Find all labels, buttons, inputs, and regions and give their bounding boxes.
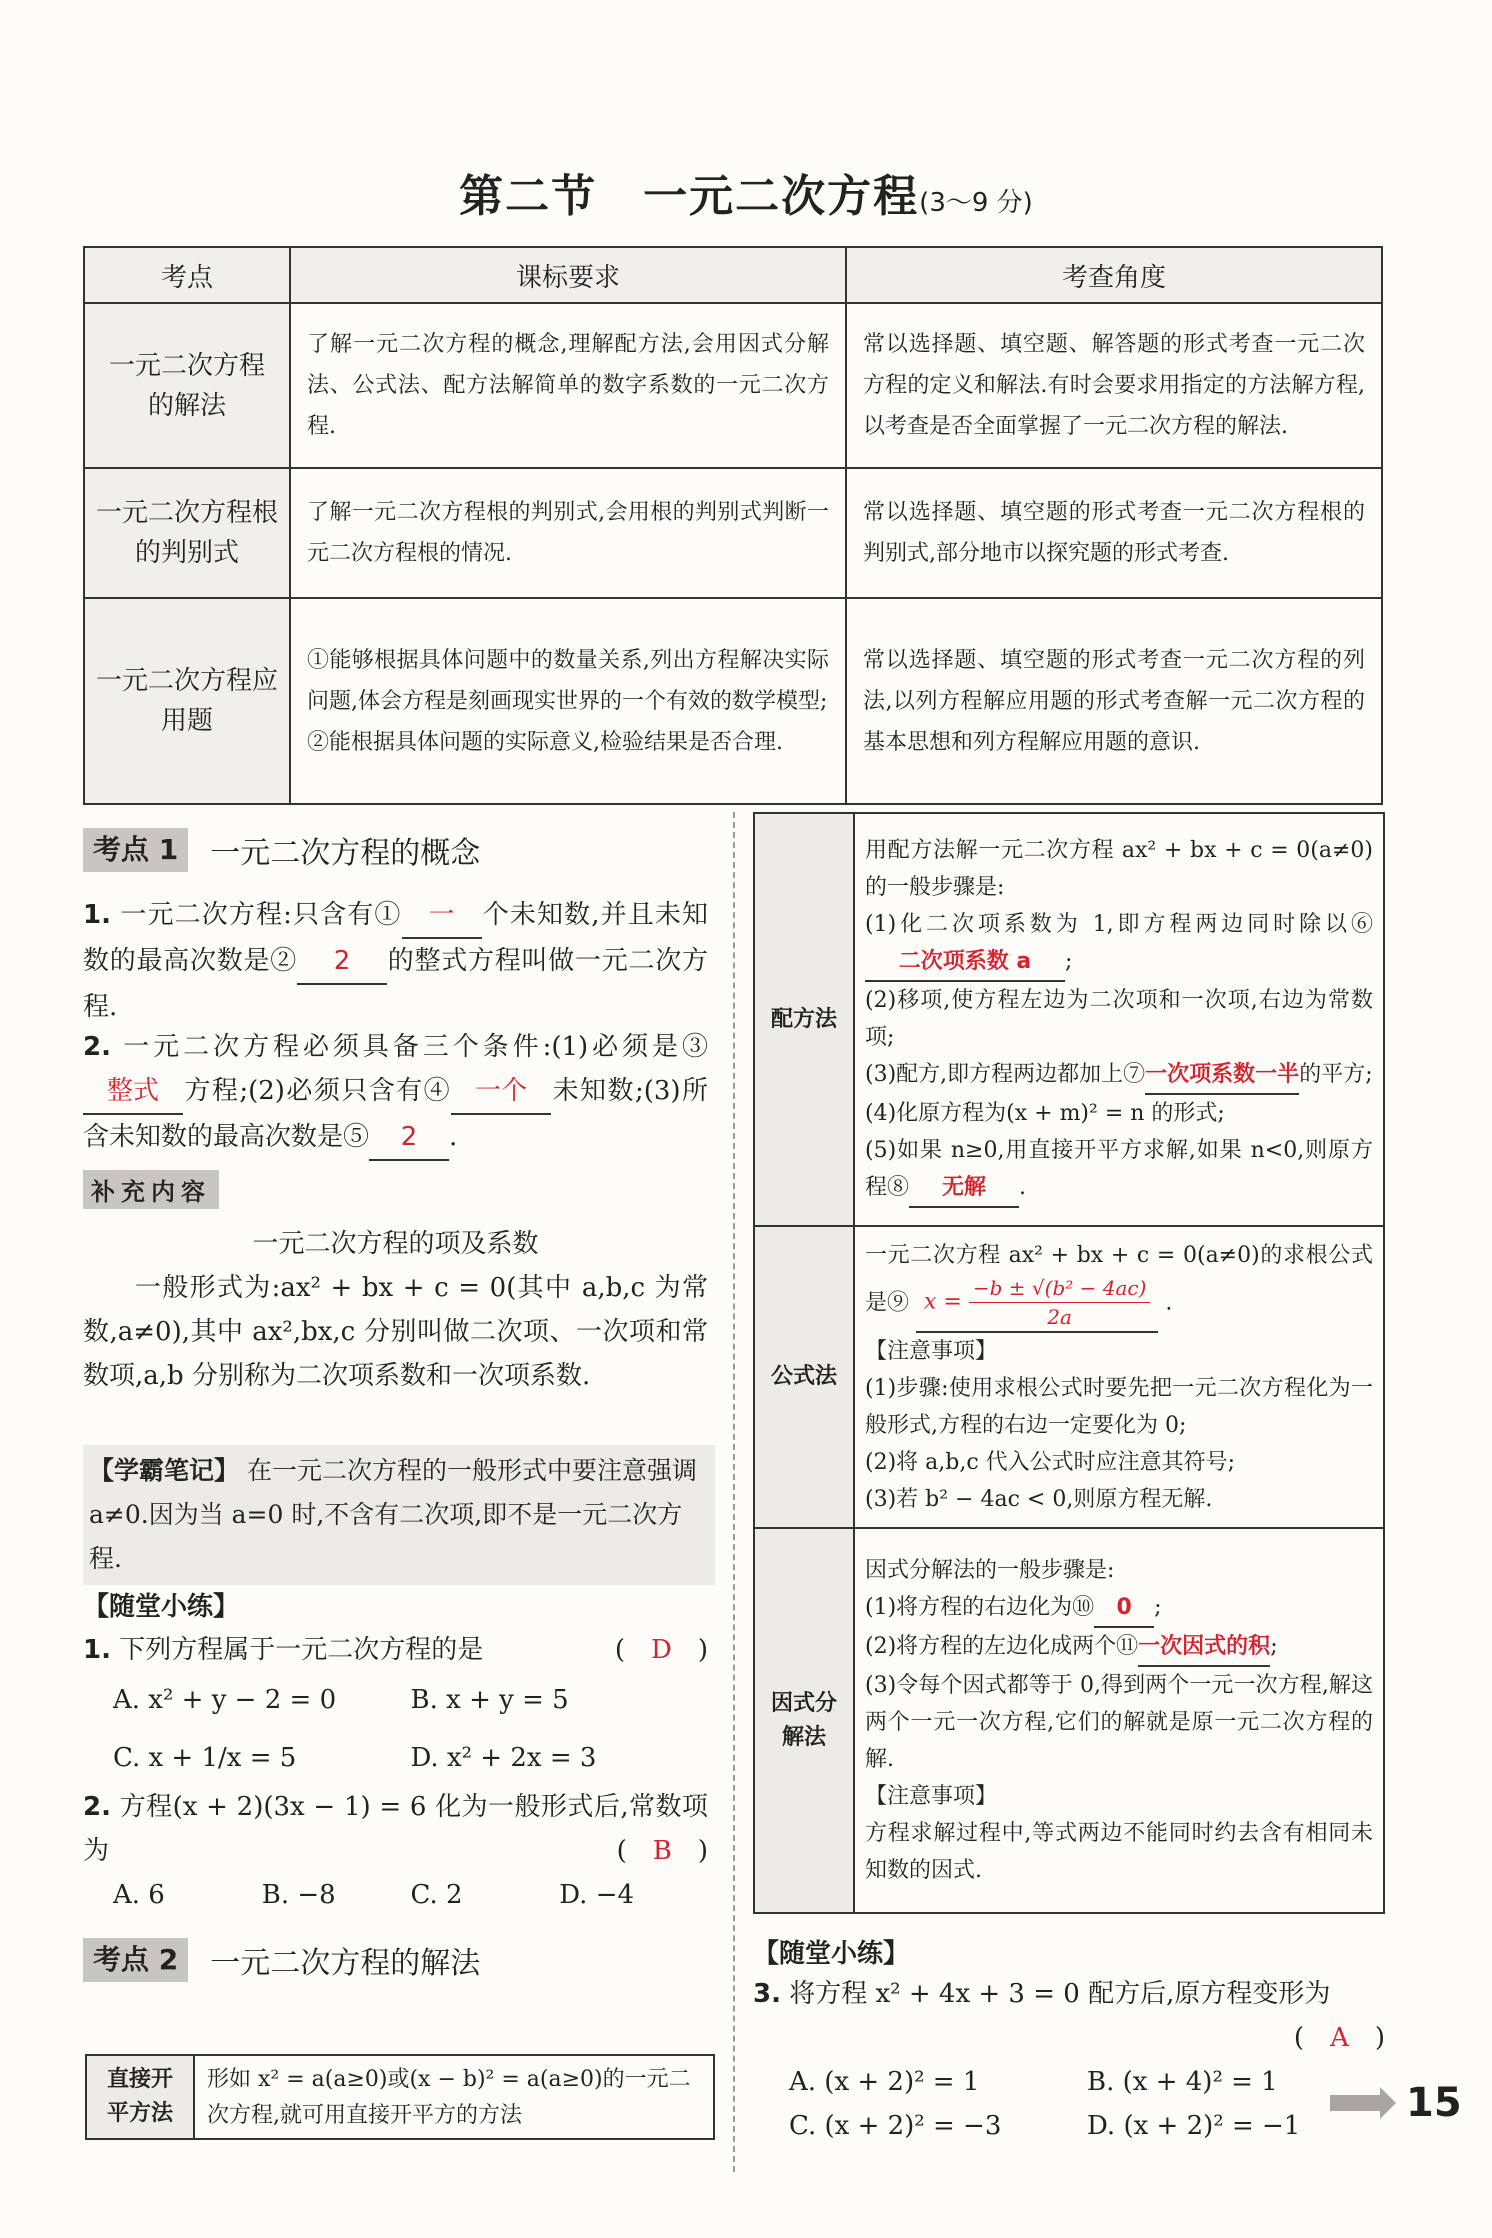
- option-c: C. x + 1/x = 5: [113, 1743, 297, 1773]
- supplement-text: 一般形式为:ax² + bx + c = 0(其中 a,b,c 为常数,a≠0),其中 ax²,bx,c 分别叫做二次项、一次项和常数项,a,b 分别称为二次项系数和一次项系数.: [83, 1273, 708, 1391]
- answer-blank-5: 2: [369, 1115, 449, 1161]
- section-tag: 考点 1: [83, 828, 188, 872]
- table-header-row: [84, 247, 1382, 303]
- section-name: 一元二次方程的概念: [210, 836, 481, 871]
- text: ;: [1065, 948, 1073, 974]
- options-row: [83, 1736, 708, 1780]
- text: 个未知数,并且未知数的最高次数是②: [83, 900, 709, 976]
- formula-numerator: −b ± √(b² − 4ac): [969, 1274, 1151, 1303]
- concept-paragraph-1: [83, 893, 708, 1029]
- text: (1)化二次项系数为 1,即方程两边同时除以⑥: [865, 911, 1373, 937]
- method-content: [854, 813, 1384, 1226]
- text: ;: [1270, 1634, 1278, 1659]
- method-line: (4)化原方程为(x + m)² = n 的形式;: [865, 1100, 1225, 1126]
- item-number: 2.: [83, 1032, 111, 1062]
- method-line: (2)移项,使方程左边为二次项和一次项,右边为常数项;: [865, 987, 1373, 1050]
- text: 一元二次方程必须具备三个条件:(1)必须是③: [123, 1032, 709, 1062]
- method-row-gongshi: [754, 1226, 1384, 1528]
- option-a: A. x² + y − 2 = 0: [113, 1685, 337, 1715]
- table-row: [84, 598, 1382, 804]
- page-number-text: 15: [1406, 2080, 1462, 2126]
- text: .: [1165, 1290, 1173, 1315]
- arrow-icon: [1330, 2095, 1382, 2111]
- concept-paragraph-2: [83, 1025, 708, 1161]
- row-kaodian-text: 一元二次方程根的判别式: [95, 498, 278, 568]
- supplement-label: [83, 1170, 219, 1209]
- column-divider: [733, 812, 735, 2172]
- formula-fraction: [969, 1274, 1151, 1331]
- answer-bracket: ( A ): [1293, 2023, 1385, 2053]
- option-b: B. −8: [261, 1880, 336, 1910]
- formula-denominator: 2a: [1047, 1304, 1072, 1329]
- method-line: (1)步骤:使用求根公式时要先把一元二次方程化为一般形式,方程的右边一定要化为 0;: [865, 1375, 1373, 1438]
- note-label: 【注意事项】: [865, 1338, 998, 1364]
- method-row-yinshi: [754, 1528, 1384, 1913]
- row-angle: 常以选择题、填空题的形式考查一元二次方程的列法,以列方程解应用题的形式考查解一元二次方程的基本思想和列方程解应用题的意识.: [846, 598, 1382, 804]
- col-header-kebiao: 课标要求: [290, 247, 846, 303]
- answer-blank-1: 一: [402, 893, 482, 939]
- method-line: [865, 1628, 1373, 1667]
- method-line: [865, 906, 1373, 982]
- answer-blank-6: 二次项系数 a: [865, 943, 1065, 982]
- text: ;: [1154, 1595, 1162, 1620]
- methods-table: [753, 812, 1385, 1914]
- option-c: C. (x + 2)² = −3: [789, 2111, 1002, 2141]
- option-d: D. −4: [559, 1880, 635, 1910]
- options-row: [83, 1678, 708, 1722]
- text: (5)如果 n≥0,用直接开平方求解,如果 n<0,则原方程⑧: [865, 1137, 1373, 1200]
- practice-label-right: 【随堂小练】: [753, 1939, 910, 1969]
- text: (2)将方程的左边化成两个⑪: [865, 1634, 1139, 1659]
- col-header-jiaodu: 考查角度: [846, 247, 1382, 303]
- row-kaodian: [84, 303, 290, 468]
- method-line: (2)将 a,b,c 代入公式时应注意其符号;: [865, 1449, 1236, 1475]
- method-line: 用配方法解一元二次方程 ax² + bx + c = 0(a≠0)的一般步骤是:: [865, 837, 1373, 900]
- option-b: B. (x + 4)² = 1: [1087, 2067, 1278, 2097]
- option-a: A. 6: [113, 1880, 165, 1910]
- text: 一元二次方程 ax² + bx + c = 0(a≠0)的求根公式是⑨: [865, 1242, 1373, 1315]
- question-text: 下列方程属于一元二次方程的是: [119, 1635, 484, 1665]
- option-b: B. x + y = 5: [410, 1685, 569, 1715]
- note-label: 【注意事项】: [865, 1784, 998, 1809]
- answer-blank-4: 一个: [451, 1069, 551, 1115]
- option-c: C. 2: [410, 1880, 463, 1910]
- section-tag: 考点 2: [83, 1938, 188, 1982]
- supplement-tag: 补充内容: [83, 1170, 219, 1209]
- question-number: 2.: [83, 1792, 111, 1822]
- study-note: [83, 1445, 715, 1585]
- direct-method-label-text: 直接开平方法: [106, 2067, 173, 2126]
- page-number: [1330, 2080, 1462, 2126]
- options-row: [753, 2104, 1385, 2148]
- method-line: (3)若 b² − 4ac < 0,则原方程无解.: [865, 1486, 1213, 1512]
- options-row: [753, 2060, 1385, 2104]
- method-row-peifang: [754, 813, 1384, 1226]
- question-number: 1.: [83, 1635, 111, 1665]
- section-heading-2: [83, 1935, 480, 1985]
- direct-method-box: [85, 2054, 715, 2140]
- title-main: 第二节 一元二次方程: [459, 171, 920, 222]
- answer-choice: D: [650, 1635, 672, 1665]
- option-d: D. (x + 2)² = −1: [1087, 2111, 1301, 2141]
- method-line: 因式分解法的一般步骤是:: [865, 1558, 1115, 1583]
- note-label: 【学霸笔记】: [89, 1456, 240, 1485]
- col-header-kaodian: 考点: [84, 247, 290, 303]
- row-req: [290, 598, 846, 804]
- option-d: D. x² + 2x = 3: [410, 1743, 597, 1773]
- formula-lhs: x =: [924, 1289, 962, 1314]
- question-text: 将方程 x² + 4x + 3 = 0 配方后,原方程变形为: [789, 1979, 1331, 2009]
- text: 一元二次方程:只含有①: [120, 900, 402, 930]
- method-label: 公式法: [754, 1226, 854, 1528]
- section-name: 一元二次方程的解法: [210, 1946, 481, 1981]
- row-kaodian-text: 一元二次方程的解法: [108, 350, 265, 421]
- text: 方程;(2)必须只含有④: [183, 1076, 452, 1106]
- row-kaodian: [84, 598, 290, 804]
- row-kaodian-text: 一元二次方程应用题: [95, 666, 278, 736]
- options-row: [83, 1873, 708, 1917]
- question-number: 3.: [753, 1979, 781, 2009]
- text: 的平方;: [1299, 1061, 1373, 1087]
- text: 未知数;(3)所含未知数的最高次数是⑤: [83, 1076, 709, 1152]
- text: (1)将方程的右边化为⑩: [865, 1595, 1095, 1620]
- answer-bracket: ( D ): [614, 1635, 708, 1665]
- method-label-text: 因式分解法: [770, 1690, 837, 1750]
- section-heading-1: [83, 825, 480, 875]
- row-req-item: ①能够根据具体问题中的数量关系,列出方程解决实际问题,体会方程是刻画现实世界的一个有效的数学模型;: [307, 647, 829, 714]
- question-2: [83, 1785, 708, 1917]
- text: 的整式方程叫做一元二次方程.: [83, 946, 708, 1022]
- method-label: [754, 1528, 854, 1913]
- method-line: (3)令每个因式都等于 0,得到两个一元一次方程,解这两个一元一次方程,它们的解就是原一元二次方程的解.: [865, 1673, 1373, 1772]
- title-score: (3～9 分): [919, 188, 1033, 218]
- direct-method-label: [87, 2056, 195, 2138]
- method-label: 配方法: [754, 813, 854, 1226]
- direct-method-text: 形如 x² = a(a≥0)或(x − b)² = a(a≥0)的一元二次方程,就可用直接开平方的方法: [207, 2067, 691, 2128]
- question-3: [753, 1972, 1385, 2148]
- row-req: 了解一元二次方程根的判别式,会用根的判别式判断一元二次方程根的情况.: [290, 468, 846, 598]
- answer-choice: A: [1330, 2023, 1349, 2053]
- method-line: [865, 1132, 1373, 1208]
- item-number: 1.: [83, 900, 111, 930]
- method-line: 方程求解过程中,等式两边不能同时约去含有相同未知数的因式.: [865, 1821, 1373, 1883]
- answer-blank-10: 0: [1094, 1589, 1154, 1628]
- quadratic-formula: [916, 1274, 1158, 1333]
- answer-blank-8: 无解: [909, 1169, 1019, 1208]
- method-content: [854, 1226, 1384, 1528]
- answer-choice: B: [652, 1836, 672, 1866]
- answer-bracket: ( B ): [616, 1836, 708, 1866]
- table-row: [84, 303, 1382, 468]
- method-content: [854, 1528, 1384, 1913]
- method-line: [865, 1237, 1373, 1333]
- text: .: [449, 1122, 458, 1152]
- answer-blank-7: 一次项系数一半: [1145, 1056, 1299, 1095]
- question-text: 方程(x + 2)(3x − 1) = 6 化为一般形式后,常数项为: [83, 1792, 709, 1866]
- text: .: [1019, 1174, 1027, 1200]
- note-text: 在一元二次方程的一般形式中要注意强调 a≠0.因为当 a=0 时,不含有二次项,即不是一元二次方程.: [89, 1456, 697, 1573]
- row-angle: 常以选择题、填空题、解答题的形式考查一元二次方程的定义和解法.有时会要求用指定的方法解方程,以考查是否全面掌握了一元二次方程的解法.: [846, 303, 1382, 468]
- supplement-title: 一元二次方程的项及系数: [252, 1229, 539, 1259]
- answer-blank-3: 整式: [83, 1069, 183, 1115]
- question-1: [83, 1628, 708, 1780]
- method-line: [865, 1056, 1373, 1095]
- practice-label: 【随堂小练】: [83, 1592, 240, 1622]
- row-kaodian: [84, 468, 290, 598]
- row-req-item: ②能根据具体问题的实际意义,检验结果是否合理.: [307, 729, 783, 755]
- method-line: [865, 1589, 1373, 1628]
- answer-blank-2: 2: [297, 939, 387, 985]
- overview-table: [83, 246, 1383, 805]
- page-title: [0, 160, 1492, 224]
- row-angle: 常以选择题、填空题的形式考查一元二次方程根的判别式,部分地市以探究题的形式考查.: [846, 468, 1382, 598]
- text: (3)配方,即方程两边都加上⑦: [865, 1061, 1146, 1087]
- row-req: 了解一元二次方程的概念,理解配方法,会用因式分解法、公式法、配方法解简单的数字系数的一元二次方程.: [290, 303, 846, 468]
- option-a: A. (x + 2)² = 1: [789, 2067, 980, 2097]
- table-row: [84, 468, 1382, 598]
- answer-blank-11: 一次因式的积: [1138, 1628, 1270, 1667]
